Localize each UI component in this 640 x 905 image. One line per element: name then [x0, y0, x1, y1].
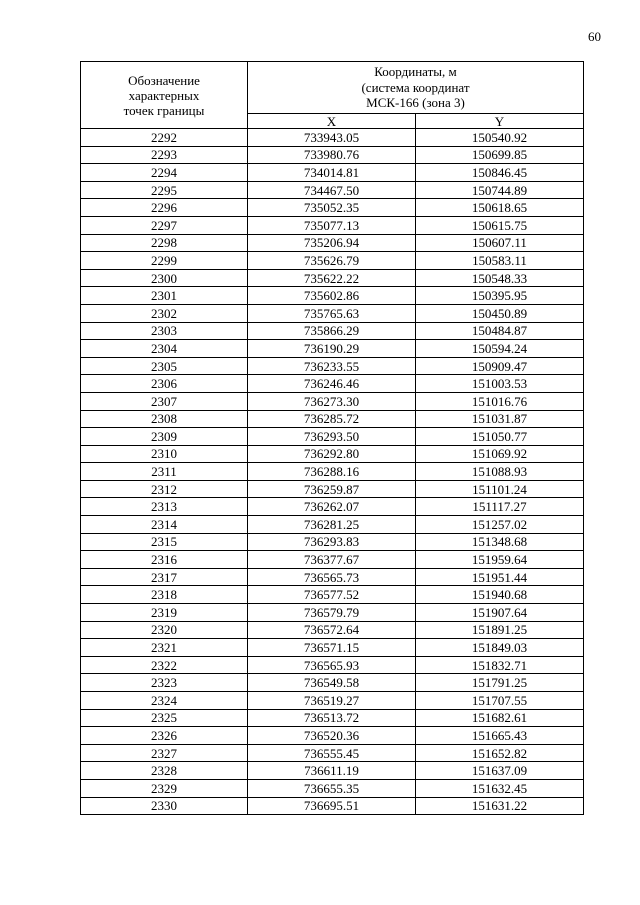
y-coordinate-cell: 150395.95 — [416, 287, 584, 305]
point-number-cell: 2301 — [81, 287, 248, 305]
y-coordinate-cell: 150699.85 — [416, 146, 584, 164]
point-number-cell: 2317 — [81, 568, 248, 586]
table-row — [81, 604, 584, 622]
point-number-cell: 2305 — [81, 357, 248, 375]
y-coordinate-cell: 151682.61 — [416, 709, 584, 727]
y-coordinate-cell: 151050.77 — [416, 428, 584, 446]
header-line: характерных — [128, 87, 200, 103]
x-coordinate-cell: 736292.80 — [248, 445, 416, 463]
table-row — [81, 181, 584, 199]
x-column-header: X — [248, 114, 416, 129]
point-number-cell: 2318 — [81, 586, 248, 604]
table-row — [81, 498, 584, 516]
coordinates-header — [248, 62, 584, 114]
header-line: (система координат — [361, 79, 470, 95]
x-coordinate-cell: 736565.93 — [248, 656, 416, 674]
x-coordinate-cell: 736233.55 — [248, 357, 416, 375]
coordinates-table — [80, 61, 584, 815]
table-row — [81, 656, 584, 674]
table-row — [81, 304, 584, 322]
x-coordinate-cell: 734014.81 — [248, 164, 416, 182]
y-coordinate-cell: 151003.53 — [416, 375, 584, 393]
y-coordinate-cell: 151631.22 — [416, 797, 584, 815]
header-line: точек границы — [123, 102, 205, 118]
y-coordinate-cell: 151088.93 — [416, 463, 584, 481]
table-row — [81, 551, 584, 569]
point-number-cell: 2298 — [81, 234, 248, 252]
header-line: Координаты, м — [374, 64, 457, 80]
point-number-cell: 2307 — [81, 392, 248, 410]
y-coordinate-cell: 151959.64 — [416, 551, 584, 569]
point-number-cell: 2321 — [81, 639, 248, 657]
y-coordinate-cell: 150615.75 — [416, 216, 584, 234]
x-coordinate-cell: 735052.35 — [248, 199, 416, 217]
y-coordinate-cell: 150846.45 — [416, 164, 584, 182]
table-row — [81, 709, 584, 727]
x-coordinate-cell: 736259.87 — [248, 480, 416, 498]
x-coordinate-cell: 736520.36 — [248, 727, 416, 745]
y-coordinate-cell: 151907.64 — [416, 604, 584, 622]
point-number-cell: 2293 — [81, 146, 248, 164]
x-coordinate-cell: 736288.16 — [248, 463, 416, 481]
x-coordinate-cell: 736579.79 — [248, 604, 416, 622]
table-row — [81, 199, 584, 217]
point-number-cell: 2294 — [81, 164, 248, 182]
table-row — [81, 463, 584, 481]
x-coordinate-cell: 736695.51 — [248, 797, 416, 815]
y-coordinate-cell: 151665.43 — [416, 727, 584, 745]
y-coordinate-cell: 150909.47 — [416, 357, 584, 375]
y-coordinate-cell: 151951.44 — [416, 568, 584, 586]
x-coordinate-cell: 736555.45 — [248, 744, 416, 762]
point-number-cell: 2330 — [81, 797, 248, 815]
point-number-cell: 2312 — [81, 480, 248, 498]
x-coordinate-cell: 736273.30 — [248, 392, 416, 410]
point-number-cell: 2323 — [81, 674, 248, 692]
page-number: 60 — [588, 29, 601, 44]
table-row — [81, 287, 584, 305]
point-number-cell: 2295 — [81, 181, 248, 199]
table-row — [81, 445, 584, 463]
x-coordinate-cell: 733980.76 — [248, 146, 416, 164]
y-coordinate-cell: 151891.25 — [416, 621, 584, 639]
table-row — [81, 480, 584, 498]
y-coordinate-cell: 151031.87 — [416, 410, 584, 428]
y-coordinate-cell: 151348.68 — [416, 533, 584, 551]
point-number-cell: 2299 — [81, 252, 248, 270]
y-coordinate-cell: 151069.92 — [416, 445, 584, 463]
y-column-header: Y — [416, 114, 584, 129]
y-coordinate-cell: 150744.89 — [416, 181, 584, 199]
table-row — [81, 252, 584, 270]
point-number-cell: 2327 — [81, 744, 248, 762]
y-coordinate-cell: 151849.03 — [416, 639, 584, 657]
point-number-cell: 2300 — [81, 269, 248, 287]
y-coordinate-cell: 150583.11 — [416, 252, 584, 270]
table-row — [81, 568, 584, 586]
x-coordinate-cell: 736572.64 — [248, 621, 416, 639]
y-coordinate-cell: 150450.89 — [416, 304, 584, 322]
table-row — [81, 744, 584, 762]
point-number-cell: 2319 — [81, 604, 248, 622]
point-number-cell: 2303 — [81, 322, 248, 340]
x-coordinate-cell: 736293.83 — [248, 533, 416, 551]
point-number-cell: 2314 — [81, 516, 248, 534]
point-designation-header — [81, 62, 248, 129]
point-number-cell: 2316 — [81, 551, 248, 569]
point-number-cell: 2329 — [81, 779, 248, 797]
table-row — [81, 779, 584, 797]
point-number-cell: 2292 — [81, 129, 248, 147]
point-number-cell: 2311 — [81, 463, 248, 481]
y-coordinate-cell: 151117.27 — [416, 498, 584, 516]
x-coordinate-cell: 736549.58 — [248, 674, 416, 692]
y-coordinate-cell: 151257.02 — [416, 516, 584, 534]
table-row — [81, 428, 584, 446]
x-coordinate-cell: 736577.52 — [248, 586, 416, 604]
table-row — [81, 375, 584, 393]
table-row — [81, 692, 584, 710]
table-row — [81, 234, 584, 252]
table-row — [81, 146, 584, 164]
header-line: МСК-166 (зона 3) — [366, 95, 465, 111]
table-row — [81, 164, 584, 182]
x-coordinate-cell: 736519.27 — [248, 692, 416, 710]
x-coordinate-cell: 735206.94 — [248, 234, 416, 252]
y-coordinate-cell: 151940.68 — [416, 586, 584, 604]
point-number-cell: 2313 — [81, 498, 248, 516]
table-row — [81, 322, 584, 340]
x-coordinate-cell: 736262.07 — [248, 498, 416, 516]
y-coordinate-cell: 150618.65 — [416, 199, 584, 217]
point-number-cell: 2310 — [81, 445, 248, 463]
x-coordinate-cell: 736513.72 — [248, 709, 416, 727]
y-coordinate-cell: 151652.82 — [416, 744, 584, 762]
table-row — [81, 586, 584, 604]
y-coordinate-cell: 150484.87 — [416, 322, 584, 340]
table-body — [81, 129, 584, 815]
point-number-cell: 2304 — [81, 340, 248, 358]
point-number-cell: 2324 — [81, 692, 248, 710]
x-coordinate-cell: 736246.46 — [248, 375, 416, 393]
point-number-cell: 2296 — [81, 199, 248, 217]
point-number-cell: 2306 — [81, 375, 248, 393]
y-coordinate-cell: 151632.45 — [416, 779, 584, 797]
x-coordinate-cell: 734467.50 — [248, 181, 416, 199]
table-row — [81, 797, 584, 815]
x-coordinate-cell: 735866.29 — [248, 322, 416, 340]
y-coordinate-cell: 151016.76 — [416, 392, 584, 410]
y-coordinate-cell: 151791.25 — [416, 674, 584, 692]
table-row — [81, 516, 584, 534]
x-coordinate-cell: 736281.25 — [248, 516, 416, 534]
point-number-cell: 2302 — [81, 304, 248, 322]
table-row — [81, 727, 584, 745]
point-number-cell: 2297 — [81, 216, 248, 234]
y-coordinate-cell: 151832.71 — [416, 656, 584, 674]
x-coordinate-cell: 736293.50 — [248, 428, 416, 446]
point-number-cell: 2328 — [81, 762, 248, 780]
table-row — [81, 216, 584, 234]
table-row — [81, 621, 584, 639]
y-coordinate-cell: 150607.11 — [416, 234, 584, 252]
point-number-cell: 2320 — [81, 621, 248, 639]
point-number-cell: 2325 — [81, 709, 248, 727]
table-header — [81, 62, 584, 129]
table-row — [81, 129, 584, 147]
y-coordinate-cell: 150540.92 — [416, 129, 584, 147]
x-coordinate-cell: 736571.15 — [248, 639, 416, 657]
x-coordinate-cell: 736285.72 — [248, 410, 416, 428]
x-coordinate-cell: 736611.19 — [248, 762, 416, 780]
point-number-cell: 2322 — [81, 656, 248, 674]
x-coordinate-cell: 733943.05 — [248, 129, 416, 147]
table-row — [81, 357, 584, 375]
table-row — [81, 392, 584, 410]
y-coordinate-cell: 150594.24 — [416, 340, 584, 358]
table-row — [81, 674, 584, 692]
point-number-cell: 2308 — [81, 410, 248, 428]
x-coordinate-cell: 736655.35 — [248, 779, 416, 797]
y-coordinate-cell: 151101.24 — [416, 480, 584, 498]
point-number-cell: 2326 — [81, 727, 248, 745]
table-row — [81, 269, 584, 287]
x-coordinate-cell: 736190.29 — [248, 340, 416, 358]
table-row — [81, 762, 584, 780]
x-coordinate-cell: 735626.79 — [248, 252, 416, 270]
x-coordinate-cell: 735602.86 — [248, 287, 416, 305]
table-row — [81, 533, 584, 551]
table-row — [81, 410, 584, 428]
point-number-cell: 2309 — [81, 428, 248, 446]
point-number-cell: 2315 — [81, 533, 248, 551]
x-coordinate-cell: 735622.22 — [248, 269, 416, 287]
x-coordinate-cell: 735077.13 — [248, 216, 416, 234]
table-row — [81, 340, 584, 358]
header-line: Обозначение — [128, 72, 200, 88]
y-coordinate-cell: 151707.55 — [416, 692, 584, 710]
y-coordinate-cell: 151637.09 — [416, 762, 584, 780]
x-coordinate-cell: 736377.67 — [248, 551, 416, 569]
x-coordinate-cell: 735765.63 — [248, 304, 416, 322]
x-coordinate-cell: 736565.73 — [248, 568, 416, 586]
y-coordinate-cell: 150548.33 — [416, 269, 584, 287]
table-row — [81, 639, 584, 657]
